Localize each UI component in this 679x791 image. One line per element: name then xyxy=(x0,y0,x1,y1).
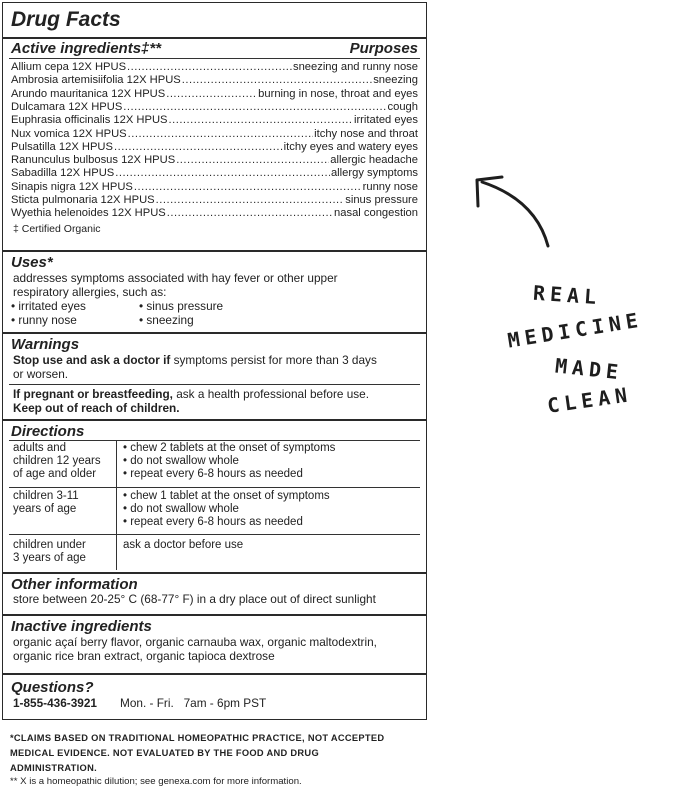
directions-row-divider xyxy=(9,487,420,488)
leader-dots xyxy=(156,194,345,207)
inactive-heading: Inactive ingredients xyxy=(11,618,152,635)
ingredient-row xyxy=(11,61,418,74)
homeopathic-footnote: ** X is a homeopathic dilution; see genexa.com for more information. xyxy=(10,776,302,787)
ingredient-name: Sinapis nigra 12X HPUS xyxy=(11,180,133,193)
leader-dots xyxy=(167,207,333,220)
uses-line-2: respiratory allergies, such as: xyxy=(13,285,167,299)
ingredient-row xyxy=(11,88,418,101)
active-divider xyxy=(9,58,420,59)
uses-bullet: • irritated eyes xyxy=(11,299,86,313)
ingredient-name: Wyethia helenoides 12X HPUS xyxy=(11,207,166,220)
leader-dots xyxy=(128,128,313,141)
keep-out-of-reach: Keep out of reach of children. xyxy=(13,401,180,415)
directions-table-top xyxy=(9,440,420,441)
instruction-line: • chew 1 tablet at the onset of symptoms xyxy=(123,490,330,502)
ingredient-name: Allium cepa 12X HPUS xyxy=(11,61,127,73)
ingredient-purpose: itchy eyes and watery eyes xyxy=(283,140,418,153)
questions-heading: Questions? xyxy=(11,679,94,696)
ingredient-name: Ambrosia artemisiifolia 12X HPUS xyxy=(11,74,181,87)
claims-line: ADMINISTRATION. xyxy=(10,763,97,774)
age-line: children 12 years xyxy=(13,455,101,468)
instruction-line: ask a doctor before use xyxy=(123,539,244,551)
ingredient-name: Sabadilla 12X HPUS xyxy=(11,167,115,180)
stop-use-rest: symptoms persist for more than 3 days xyxy=(170,353,377,367)
inactive-divider xyxy=(3,614,426,616)
inactive-line-2: organic rice bran extract, organic tapioca dextrose xyxy=(13,649,275,663)
inactive-line-1: organic açaí berry flavor, organic carnauba wax, organic maltodextrin, xyxy=(13,635,377,649)
slogan-line: MEDICINE xyxy=(505,307,645,353)
questions-divider xyxy=(3,673,426,675)
ingredient-row xyxy=(11,141,418,154)
drug-facts-title: Drug Facts xyxy=(11,8,121,31)
ingredient-purpose: burning in nose, throat and eyes xyxy=(258,87,418,100)
slogan-line: MADE xyxy=(553,353,625,385)
age-line: 3 years of age xyxy=(13,552,86,565)
leader-dots xyxy=(115,167,330,180)
pregnancy-rest: ask a health professional before use. xyxy=(172,387,370,401)
ingredient-row xyxy=(11,154,418,167)
ingredient-purpose: sinus pressure xyxy=(345,194,418,206)
slogan-line: CLEAN xyxy=(545,382,634,418)
leader-dots xyxy=(114,141,283,154)
pregnancy-warning xyxy=(13,388,369,402)
stop-use-warning xyxy=(13,354,377,368)
storage-text: store between 20-25° C (68-77° F) in a dry place out of direct sunlight xyxy=(13,592,376,606)
age-line: children 3-11 xyxy=(13,490,79,502)
directions-column-divider xyxy=(116,440,117,570)
leader-dots xyxy=(176,154,329,167)
uses-line-1: addresses symptoms associated with hay fever or other upper xyxy=(13,271,338,285)
claims-line: *CLAIMS BASED ON TRADITIONAL HOMEOPATHIC PRACTICE, NOT ACCEPTED xyxy=(10,733,385,743)
uses-bullet: • runny nose xyxy=(11,313,77,327)
directions-instructions xyxy=(123,539,243,552)
drug-facts-panel xyxy=(2,2,427,720)
ingredient-row xyxy=(11,128,418,141)
pregnancy-bold: If pregnant or breastfeeding, xyxy=(13,387,173,401)
other-info-divider xyxy=(3,572,426,574)
ingredient-purpose: nasal congestion xyxy=(334,207,418,220)
title-divider xyxy=(3,37,426,39)
warnings-divider xyxy=(3,332,426,334)
age-group xyxy=(13,539,86,565)
age-line: years of age xyxy=(13,503,77,516)
uses-divider xyxy=(3,250,426,252)
age-group xyxy=(13,490,79,516)
uses-bullet: • sinus pressure xyxy=(139,299,224,313)
ingredient-row xyxy=(11,194,418,207)
warnings-heading: Warnings xyxy=(11,336,80,353)
purposes-heading: Purposes xyxy=(349,40,418,57)
support-hours: Mon. - Fri. 7am - 6pm PST xyxy=(120,696,267,710)
instruction-line: • chew 2 tablets at the onset of symptoms xyxy=(123,442,336,454)
directions-instructions xyxy=(123,442,335,482)
slogan-line: REAL xyxy=(532,280,602,310)
leader-dots xyxy=(182,74,372,87)
ingredient-row xyxy=(11,114,418,127)
leader-dots xyxy=(169,114,353,127)
ingredient-row xyxy=(11,167,418,180)
ingredient-name: Dulcamara 12X HPUS xyxy=(11,100,123,113)
leader-dots xyxy=(134,181,362,194)
ingredient-row xyxy=(11,181,418,194)
uses-heading: Uses* xyxy=(11,254,53,271)
leader-dots xyxy=(166,88,257,101)
ingredient-name: Nux vomica 12X HPUS xyxy=(11,127,127,140)
ingredient-name: Sticta pulmonaria 12X HPUS xyxy=(11,194,155,206)
leader-dots xyxy=(123,101,386,114)
instruction-line: • do not swallow whole xyxy=(123,455,239,468)
phone-number: 1-855-436-3921 xyxy=(13,696,97,710)
other-info-heading: Other information xyxy=(11,576,138,593)
directions-divider xyxy=(3,419,426,421)
leader-dots xyxy=(127,61,292,74)
age-line: of age and older xyxy=(13,468,97,481)
ingredient-purpose: itchy nose and throat xyxy=(314,127,418,140)
ingredient-purpose: allergy symptoms xyxy=(330,167,418,180)
instruction-line: • repeat every 6-8 hours as needed xyxy=(123,516,303,529)
age-group xyxy=(13,442,101,482)
instruction-line: • repeat every 6-8 hours as needed xyxy=(123,468,303,481)
ingredient-name: Arundo mauritanica 12X HPUS xyxy=(11,87,166,100)
active-ingredients-heading: Active ingredients‡** xyxy=(11,40,162,57)
pregnancy-divider xyxy=(9,384,420,385)
hand-drawn-arrow-icon xyxy=(468,168,568,258)
instruction-line: • do not swallow whole xyxy=(123,503,239,516)
ingredient-purpose: allergic headache xyxy=(330,154,418,167)
age-line: adults and xyxy=(13,442,67,454)
certified-organic-note: ‡ Certified Organic xyxy=(13,223,101,235)
directions-row-divider xyxy=(9,534,420,535)
directions-instructions xyxy=(123,490,330,530)
ingredient-purpose: irritated eyes xyxy=(353,114,418,127)
claims-disclaimer xyxy=(10,731,384,777)
ingredient-name: Pulsatilla 12X HPUS xyxy=(11,140,113,153)
ingredient-row xyxy=(11,207,418,220)
ingredient-purpose: runny nose xyxy=(362,180,418,193)
ingredient-row xyxy=(11,101,418,114)
uses-bullet: • sneezing xyxy=(139,313,194,327)
stop-use-line-2: or worsen. xyxy=(13,367,69,381)
stop-use-bold: Stop use and ask a doctor if xyxy=(13,353,171,367)
directions-heading: Directions xyxy=(11,423,85,440)
claims-line: MEDICAL EVIDENCE. NOT EVALUATED BY THE FOOD AND DRUG xyxy=(10,748,319,759)
ingredient-name: Euphrasia officinalis 12X HPUS xyxy=(11,114,168,127)
ingredient-row xyxy=(11,74,418,87)
ingredient-purpose: sneezing xyxy=(373,74,418,87)
ingredient-purpose: cough xyxy=(387,100,418,113)
ingredient-name: Ranunculus bulbosus 12X HPUS xyxy=(11,154,176,167)
age-line: children under xyxy=(13,539,86,551)
ingredient-purpose: sneezing and runny nose xyxy=(292,61,418,73)
